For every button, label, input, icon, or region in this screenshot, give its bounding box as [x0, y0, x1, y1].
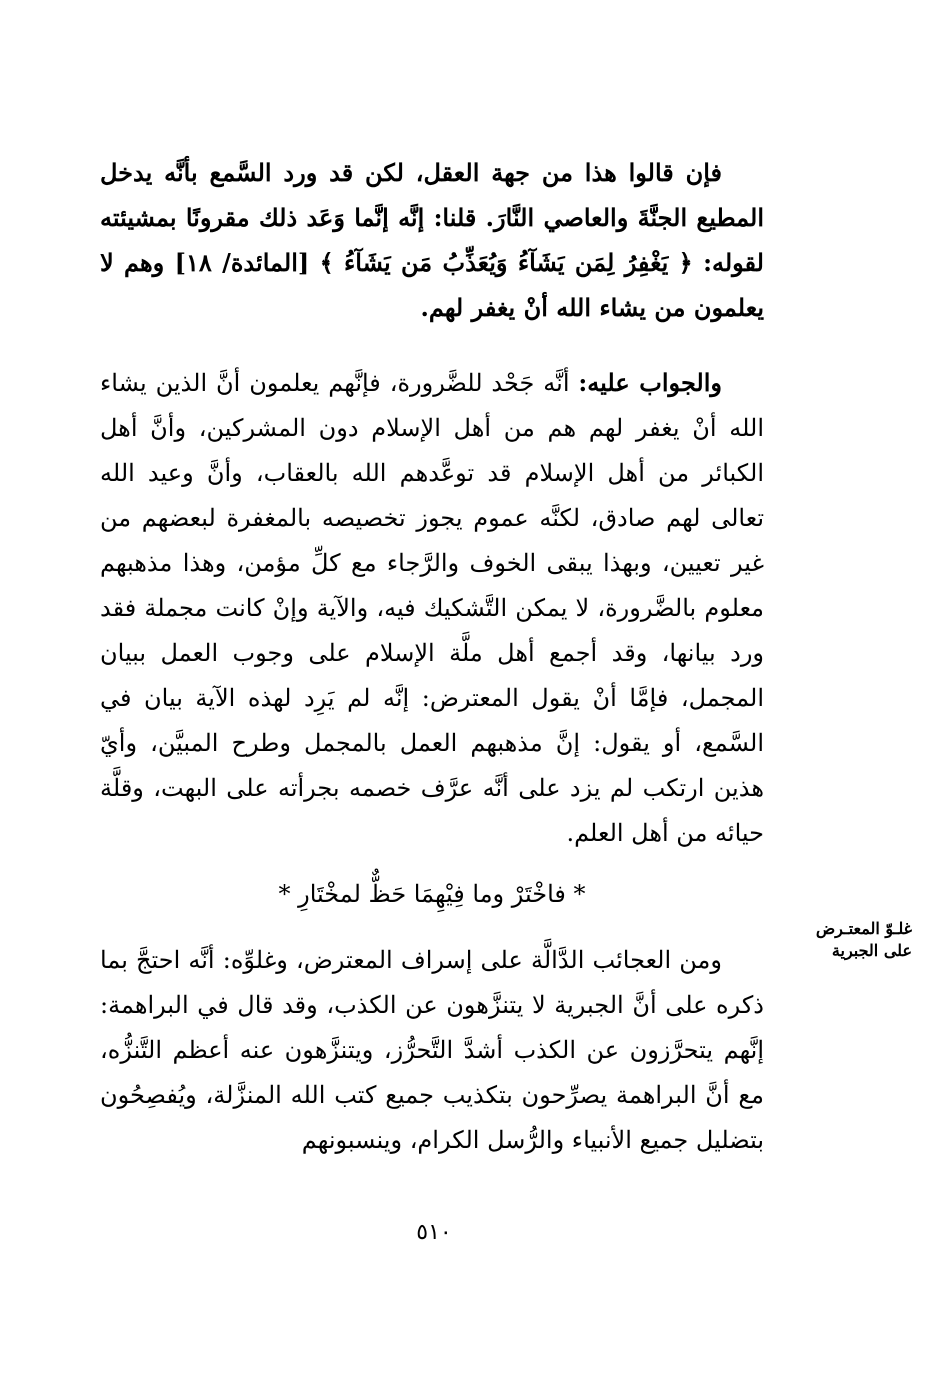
margin-heading-line-1: غلـوّ المعتـرض — [815, 919, 912, 938]
margin-heading — [792, 918, 912, 962]
margin-heading-line-2: على الجبرية — [831, 941, 912, 960]
answer-lead: والجواب عليه: — [578, 368, 723, 397]
page-number: ٥١٠ — [416, 1220, 452, 1245]
answer-text — [100, 360, 764, 856]
excess-paragraph — [100, 938, 764, 1163]
answer-body: أنَّه جَحْد للضَّرورة، فإنَّهم يعلمون أنَّ الذين يشاء الله أنْ يغفر لهم هم من أهل الإسلام دون المشركين، وأنَّ أهل الكبائر من أهل الإسلام قد توعَّدهم الله بالعقاب، وأنَّ وعيد الله تعالى لهم صادق، لكنَّه عموم يجوز تخصيصه بالمغفرة لبعضهم من غير تعيين، وبهذا يبقى الخوف والرَّجاء مع كلِّ مؤمن، وهذا مذهبهم معلوم بالضَّرورة، لا يمكن التَّشكيك فيه، والآية وإنْ كانت مجملة فقد ورد بيانها، وقد أجمع أهل ملَّة الإسلام على وجوب العمل ببيان المجمل، فإمَّا أنْ يقول المعترض: إنَّه لم يَرِد لهذه الآية بيان في السَّمع، أو يقول: إنَّ مذهبهم العمل بالمجمل وطرح المبيَّن، وأيّ هذين ارتكب لم يزد على أنَّه عرَّف خصمه بجرأته على البهت، وقلَّة حيائه من أهل العلم. — [100, 369, 765, 847]
answer-paragraph — [100, 360, 764, 856]
excess-text: ومن العجائب الدَّالَّة على إسراف المعترض، وغلوِّه: أنَّه احتجَّ بما ذكره على أنَّ الجبرية لا يتنزَّهون عن الكذب، وقد قال في البراهمة: إنَّهم يتحرَّزون عن الكذب أشدَّ التَّحرُّز، ويتنزَّهون عنه أعظم التَّنزُّه، مع أنَّ البراهمة يصرِّحون بتكذيب جميع كتب الله المنزَّلة، ويُفصِحُون بتضليل جميع الأنبياء والرُّسل الكرام، وينسبونهم — [100, 946, 764, 1154]
objection-text: فإن قالوا هذا من جهة العقل، لكن قد ورد السَّمع بأنَّه يدخل المطيع الجنَّةَ والعاصي النَّارَ. قلنا: إنَّه إنَّما وَعَد ذلك مقرونًا بمشيئته لقوله: ﴿ يَغْفِرُ لِمَن يَشَآءُ وَيُعَذِّبُ مَن يَشَآءُ ﴾ [المائدة/ ١٨] وهم لا يعلمون من يشاء الله أنْ يغفر لهم. — [100, 158, 764, 322]
poetry-verse: * فاخْتَرْ وما فِيْهِمَا حَظٌّ لمخْتَارِ * — [278, 880, 586, 908]
objection-paragraph — [100, 150, 764, 330]
